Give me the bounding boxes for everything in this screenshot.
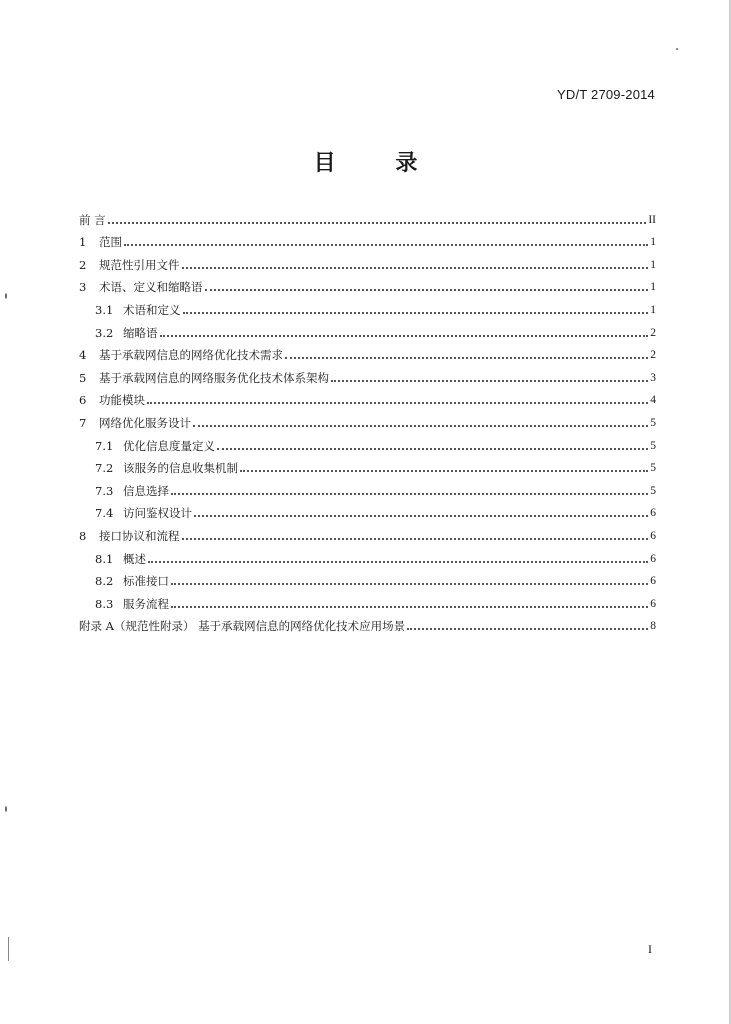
toc-page: 3	[650, 371, 656, 384]
toc-entry[interactable]	[79, 362, 656, 385]
toc-label: 标准接口	[123, 574, 169, 589]
toc-page: 1	[650, 303, 656, 316]
dot-leader	[182, 537, 649, 540]
toc-page: 6	[650, 575, 656, 588]
toc-number: 7.1	[95, 438, 114, 453]
toc-entry[interactable]	[79, 317, 656, 340]
toc-entry[interactable]	[79, 430, 656, 453]
scan-speck	[5, 293, 7, 299]
toc-entry[interactable]	[79, 453, 656, 476]
toc-number: 7.2	[95, 461, 114, 476]
toc-page: 6	[650, 529, 656, 542]
toc-number: 7	[79, 415, 87, 430]
toc-label: 访问鉴权设计	[123, 506, 192, 521]
document-code: YD/T 2709-2014	[557, 87, 655, 102]
toc-page: 1	[650, 281, 656, 294]
dot-leader	[331, 379, 648, 382]
toc-number: 3.2	[95, 325, 114, 340]
toc-number: 6	[79, 393, 87, 408]
toc-number: 7.3	[95, 483, 114, 498]
dot-leader	[285, 356, 648, 359]
toc-label: 网络优化服务设计	[99, 415, 191, 430]
toc-page: II	[648, 213, 656, 226]
toc-entry[interactable]	[79, 227, 656, 250]
toc-page: 4	[650, 394, 656, 407]
toc-label: 术语和定义	[123, 302, 181, 317]
toc-label: 服务流程	[123, 596, 169, 611]
toc-label: 优化信息度量定义	[123, 438, 215, 453]
scan-speck	[8, 937, 9, 961]
dot-leader	[217, 447, 648, 450]
dot-leader	[171, 605, 648, 608]
toc-number: 8.1	[95, 551, 114, 566]
toc-number: 8.3	[95, 596, 114, 611]
dot-leader	[193, 424, 648, 427]
toc-label: 附录 A（规范性附录） 基于承载网信息的网络优化技术应用场景	[79, 619, 406, 634]
toc-page: 2	[650, 349, 656, 362]
toc-entry[interactable]	[79, 588, 656, 611]
table-of-contents	[79, 204, 656, 633]
toc-label: 基于承载网信息的网络服务优化技术体系架构	[99, 370, 329, 385]
toc-label: 该服务的信息收集机制	[123, 461, 238, 476]
toc-entry[interactable]	[79, 543, 656, 566]
toc-page: 5	[650, 484, 656, 497]
dot-leader	[147, 401, 648, 404]
toc-page: 8	[650, 620, 656, 633]
dot-leader	[108, 221, 647, 224]
toc-entry[interactable]	[79, 520, 656, 543]
toc-entry[interactable]	[79, 385, 656, 408]
dot-leader	[407, 627, 648, 630]
toc-label: 规范性引用文件	[99, 257, 180, 272]
toc-page: 6	[650, 597, 656, 610]
toc-number: 8.2	[95, 574, 114, 589]
toc-entry[interactable]	[79, 340, 656, 363]
toc-number: 3.1	[95, 302, 114, 317]
toc-page: 5	[650, 462, 656, 475]
toc-entry[interactable]	[79, 272, 656, 295]
toc-entry[interactable]	[79, 498, 656, 521]
toc-page: 5	[650, 439, 656, 452]
dot-leader	[205, 288, 649, 291]
toc-page: 5	[650, 416, 656, 429]
toc-label: 缩略语	[123, 325, 158, 340]
toc-label: 术语、定义和缩略语	[99, 280, 203, 295]
toc-entry[interactable]	[79, 407, 656, 430]
toc-label: 概述	[123, 551, 146, 566]
toc-label: 基于承载网信息的网络优化技术需求	[99, 348, 283, 363]
page-title: 目 录	[313, 151, 444, 176]
toc-page: 1	[650, 236, 656, 249]
toc-page: 2	[650, 326, 656, 339]
dot-leader	[171, 582, 648, 585]
dot-leader	[124, 243, 648, 246]
toc-label: 前 言	[79, 212, 106, 227]
toc-page: 6	[650, 552, 656, 565]
dot-leader	[183, 311, 649, 314]
dot-leader	[148, 560, 648, 563]
toc-entry[interactable]	[79, 249, 656, 272]
toc-number: 2	[79, 257, 87, 272]
dot-leader	[240, 469, 648, 472]
toc-page: 1	[650, 258, 656, 271]
dot-leader	[182, 266, 649, 269]
dot-leader	[194, 514, 648, 517]
toc-number: 1	[79, 235, 87, 250]
toc-number: 3	[79, 280, 87, 295]
toc-number: 5	[79, 370, 87, 385]
scan-speck	[5, 806, 7, 812]
toc-label: 信息选择	[123, 483, 169, 498]
toc-entry[interactable]	[79, 294, 656, 317]
page-number: I	[648, 942, 652, 956]
toc-number: 8	[79, 528, 87, 543]
toc-label: 接口协议和流程	[99, 528, 180, 543]
toc-label: 功能模块	[99, 393, 145, 408]
toc-number: 7.4	[95, 506, 114, 521]
dot-leader	[171, 492, 648, 495]
toc-number: 4	[79, 348, 87, 363]
toc-entry[interactable]	[79, 611, 656, 634]
toc-page: 6	[650, 507, 656, 520]
toc-label: 范围	[99, 235, 122, 250]
dot-leader	[160, 334, 649, 337]
toc-entry[interactable]	[79, 204, 656, 227]
scan-speck	[676, 48, 678, 50]
toc-entry[interactable]	[79, 566, 656, 589]
toc-entry[interactable]	[79, 475, 656, 498]
